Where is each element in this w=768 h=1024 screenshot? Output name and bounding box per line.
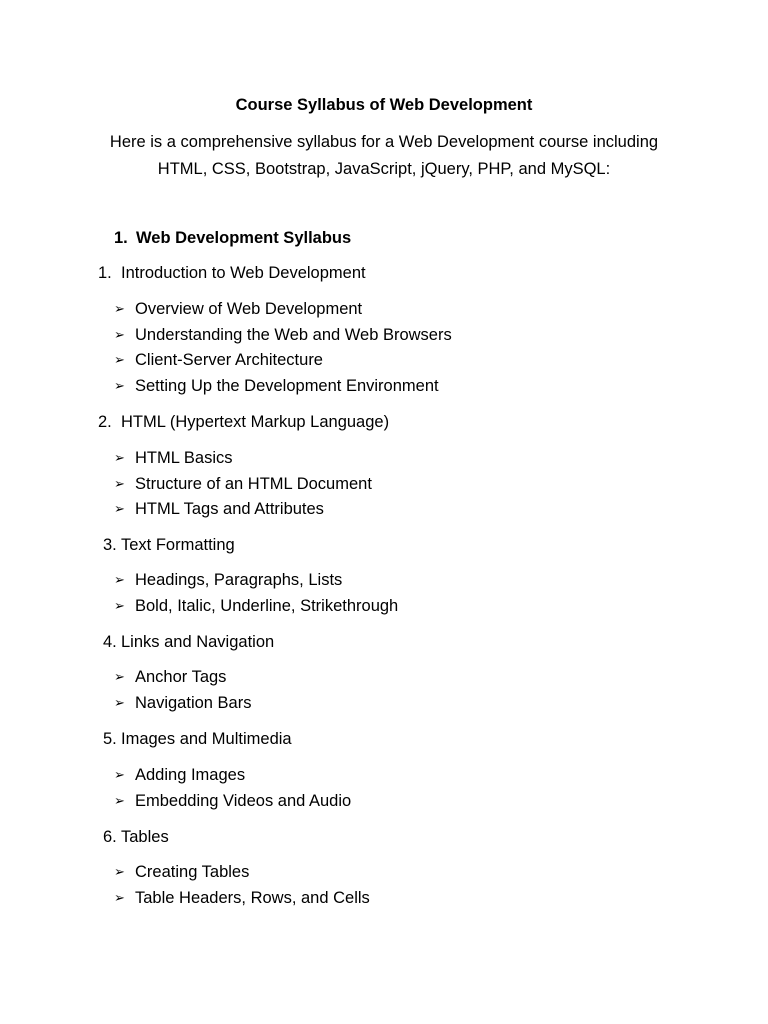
section-number: 1. [98, 264, 112, 282]
intro-line-1: Here is a comprehensive syllabus for a Web Development course including [109, 133, 659, 151]
bullet-list [114, 764, 351, 815]
list-item [114, 298, 452, 324]
list-item-text: Table Headers, Rows, and Cells [135, 888, 370, 907]
arrow-bullet-icon: ➢ [114, 768, 125, 783]
list-item-text: Adding Images [135, 766, 246, 784]
list-item [114, 861, 370, 887]
list-item-text: Client-Server Architecture [135, 351, 323, 369]
arrow-bullet-icon: ➢ [114, 793, 125, 809]
section-number: 2. [98, 413, 112, 431]
list-item-text: Anchor Tags [135, 668, 227, 686]
section-title: Links and Navigation [121, 633, 275, 651]
list-item [114, 692, 251, 718]
bullet-list [114, 298, 452, 400]
arrow-bullet-icon: ➢ [114, 573, 125, 588]
section-title: Tables [121, 828, 169, 846]
syllabus-heading-number: 1. [114, 229, 128, 247]
list-item-text: Setting Up the Development Environment [135, 376, 439, 395]
section-heading [98, 411, 389, 433]
list-item [114, 666, 251, 692]
list-item [114, 569, 398, 595]
list-item-text: Embedding Videos and Audio [135, 791, 352, 810]
arrow-bullet-icon: ➢ [114, 451, 125, 466]
list-item [114, 790, 351, 816]
list-item-text: Understanding the Web and Web Browsers [135, 325, 452, 344]
arrow-bullet-icon: ➢ [114, 302, 125, 317]
list-item-text: HTML Basics [135, 449, 233, 467]
arrow-bullet-icon: ➢ [114, 890, 125, 906]
intro-paragraph [84, 129, 684, 182]
section-title: Images and Multimedia [121, 730, 292, 748]
section-title: HTML (Hypertext Markup Language) [121, 413, 390, 431]
section-number: 6. [103, 828, 117, 846]
arrow-bullet-icon: ➢ [114, 670, 125, 685]
section-heading [103, 534, 235, 556]
bullet-list [114, 447, 372, 524]
arrow-bullet-icon: ➢ [114, 327, 125, 343]
section-heading [103, 826, 169, 848]
syllabus-heading-text: Web Development Syllabus [136, 229, 352, 247]
list-item-text: Structure of an HTML Document [135, 474, 372, 493]
list-item [114, 447, 372, 473]
arrow-bullet-icon: ➢ [114, 502, 125, 517]
list-item [114, 349, 452, 375]
list-item-text: Headings, Paragraphs, Lists [135, 571, 343, 589]
list-item [114, 595, 398, 621]
list-item-text: Navigation Bars [135, 693, 252, 712]
section-number: 3. [103, 536, 117, 554]
section-title: Introduction to Web Development [121, 264, 366, 282]
list-item [114, 324, 452, 350]
arrow-bullet-icon: ➢ [114, 695, 125, 711]
list-item-text: Bold, Italic, Underline, Strikethrough [135, 596, 399, 615]
bullet-list [114, 861, 370, 912]
section-heading [98, 262, 366, 284]
arrow-bullet-icon: ➢ [114, 378, 125, 394]
section-heading [103, 631, 274, 653]
list-item-text: Creating Tables [135, 863, 250, 881]
list-item [114, 473, 372, 499]
list-item [114, 498, 372, 524]
list-item-text: Overview of Web Development [135, 300, 363, 318]
arrow-bullet-icon: ➢ [114, 476, 125, 492]
list-item-text: HTML Tags and Attributes [135, 500, 324, 518]
intro-line-2: HTML, CSS, Bootstrap, JavaScript, jQuery, PHP, and MySQL: [157, 159, 611, 178]
list-item [114, 764, 351, 790]
arrow-bullet-icon: ➢ [114, 353, 125, 368]
section-heading [103, 728, 292, 750]
section-title: Text Formatting [121, 536, 235, 554]
bullet-list [114, 666, 251, 717]
document-title: Course Syllabus of Web Development [235, 96, 533, 114]
bullet-list [114, 569, 398, 620]
arrow-bullet-icon: ➢ [114, 598, 125, 614]
arrow-bullet-icon: ➢ [114, 865, 125, 880]
syllabus-heading [114, 227, 351, 249]
section-number: 5. [103, 730, 117, 748]
list-item [114, 887, 370, 913]
section-number: 4. [103, 633, 117, 651]
list-item [114, 375, 452, 401]
